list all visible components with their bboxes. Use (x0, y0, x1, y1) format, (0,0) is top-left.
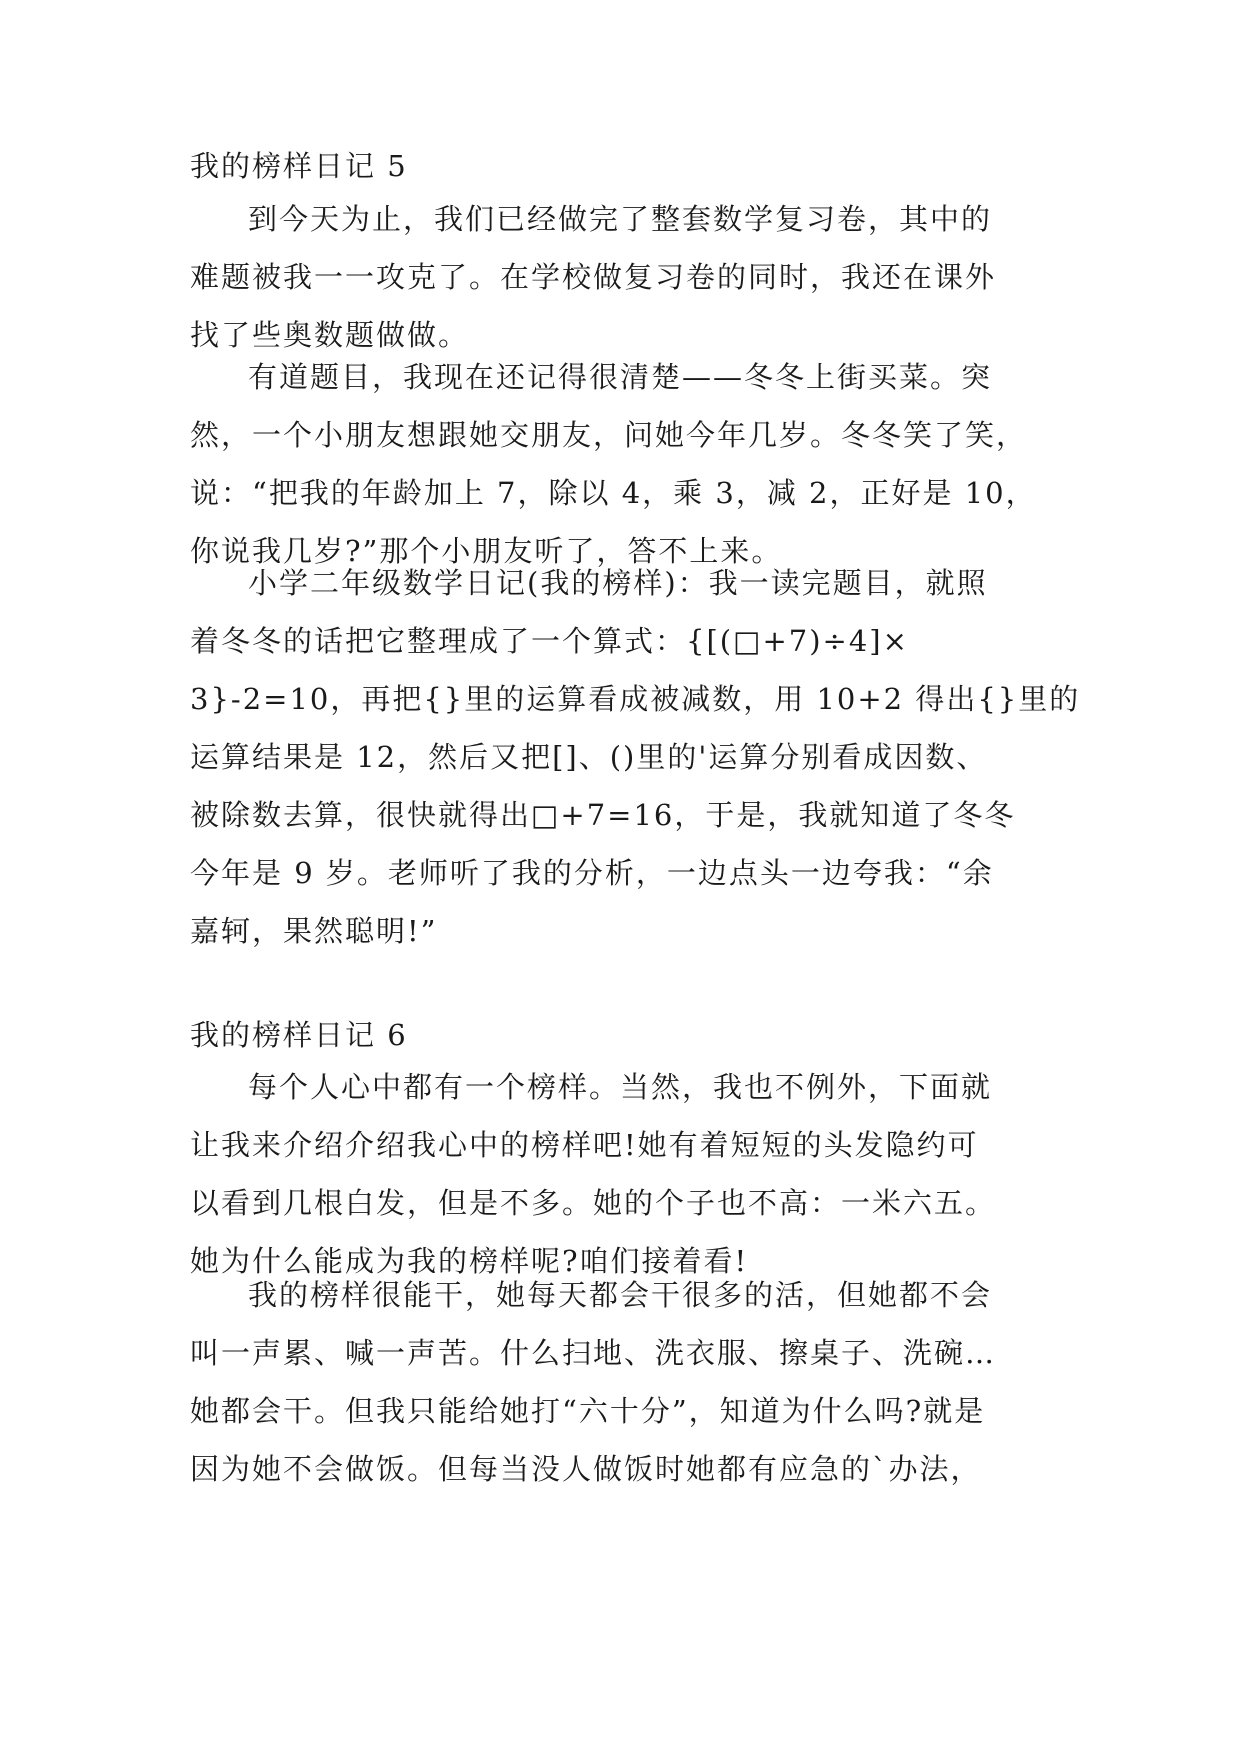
paragraph-line: 因为她不会做饭。但每当没人做饭时她都有应急的`办法， (190, 1452, 982, 1486)
paragraph-line: 我的榜样很能干，她每天都会干很多的活，但她都不会 (248, 1278, 993, 1312)
paragraph-line: 3}-2=10，再把{}里的运算看成被减数，用 10+2 得出{}里的 (190, 682, 1081, 716)
paragraph-line: 今年是 9 岁。老师听了我的分析，一边点头一边夸我：“余 (190, 856, 994, 890)
paragraph-line: 有道题目，我现在还记得很清楚——冬冬上街买菜。突 (248, 360, 993, 394)
paragraph-line: 难题被我一一攻克了。在学校做复习卷的同时，我还在课外 (190, 260, 997, 294)
paragraph-line: 嘉轲，果然聪明!” (190, 914, 438, 948)
paragraph-1 (190, 190, 1060, 364)
paragraph-3 (190, 554, 1081, 960)
paragraph-line: 以看到几根白发，但是不多。她的个子也不高：一米六五。 (190, 1186, 997, 1220)
paragraph-2 (190, 348, 1060, 580)
paragraph-line: 被除数去算，很快就得出□+7=16，于是，我就知道了冬冬 (190, 798, 1016, 832)
paragraph-line: 运算结果是 12，然后又把[]、()里的'运算分别看成因数、 (190, 740, 988, 774)
paragraph-4 (190, 1058, 1060, 1290)
paragraph-line: 你说我几岁?”那个小朋友听了，答不上来。 (190, 534, 783, 568)
section-title-6: 我的榜样日记 6 (190, 1018, 408, 1052)
paragraph-line: 找了些奥数题做做。 (190, 318, 470, 352)
paragraph-5 (190, 1266, 1060, 1498)
paragraph-line: 每个人心中都有一个榜样。当然，我也不例外，下面就 (248, 1070, 993, 1104)
paragraph-line: 到今天为止，我们已经做完了整套数学复习卷，其中的 (248, 202, 993, 236)
paragraph-line: 着冬冬的话把它整理成了一个算式：{[(□+7)÷4]× (190, 624, 909, 658)
paragraph-line: 说：“把我的年龄加上 7，除以 4，乘 3，减 2，正好是 10， (190, 476, 1037, 510)
paragraph-line: 她为什么能成为我的榜样呢?咱们接着看! (190, 1244, 749, 1278)
section-title-5: 我的榜样日记 5 (190, 149, 408, 183)
paragraph-line: 她都会干。但我只能给她打“六十分”，知道为什么吗?就是 (190, 1394, 986, 1428)
paragraph-line: 叫一声累、喊一声苦。什么扫地、洗衣服、擦桌子、洗碗… (190, 1336, 997, 1370)
paragraph-line: 小学二年级数学日记(我的榜样)：我一读完题目，就照 (248, 566, 988, 600)
paragraph-line: 然，一个小朋友想跟她交朋友，问她今年几岁。冬冬笑了笑， (190, 418, 1028, 452)
paragraph-line: 让我来介绍介绍我心中的榜样吧!她有着短短的头发隐约可 (190, 1128, 979, 1162)
